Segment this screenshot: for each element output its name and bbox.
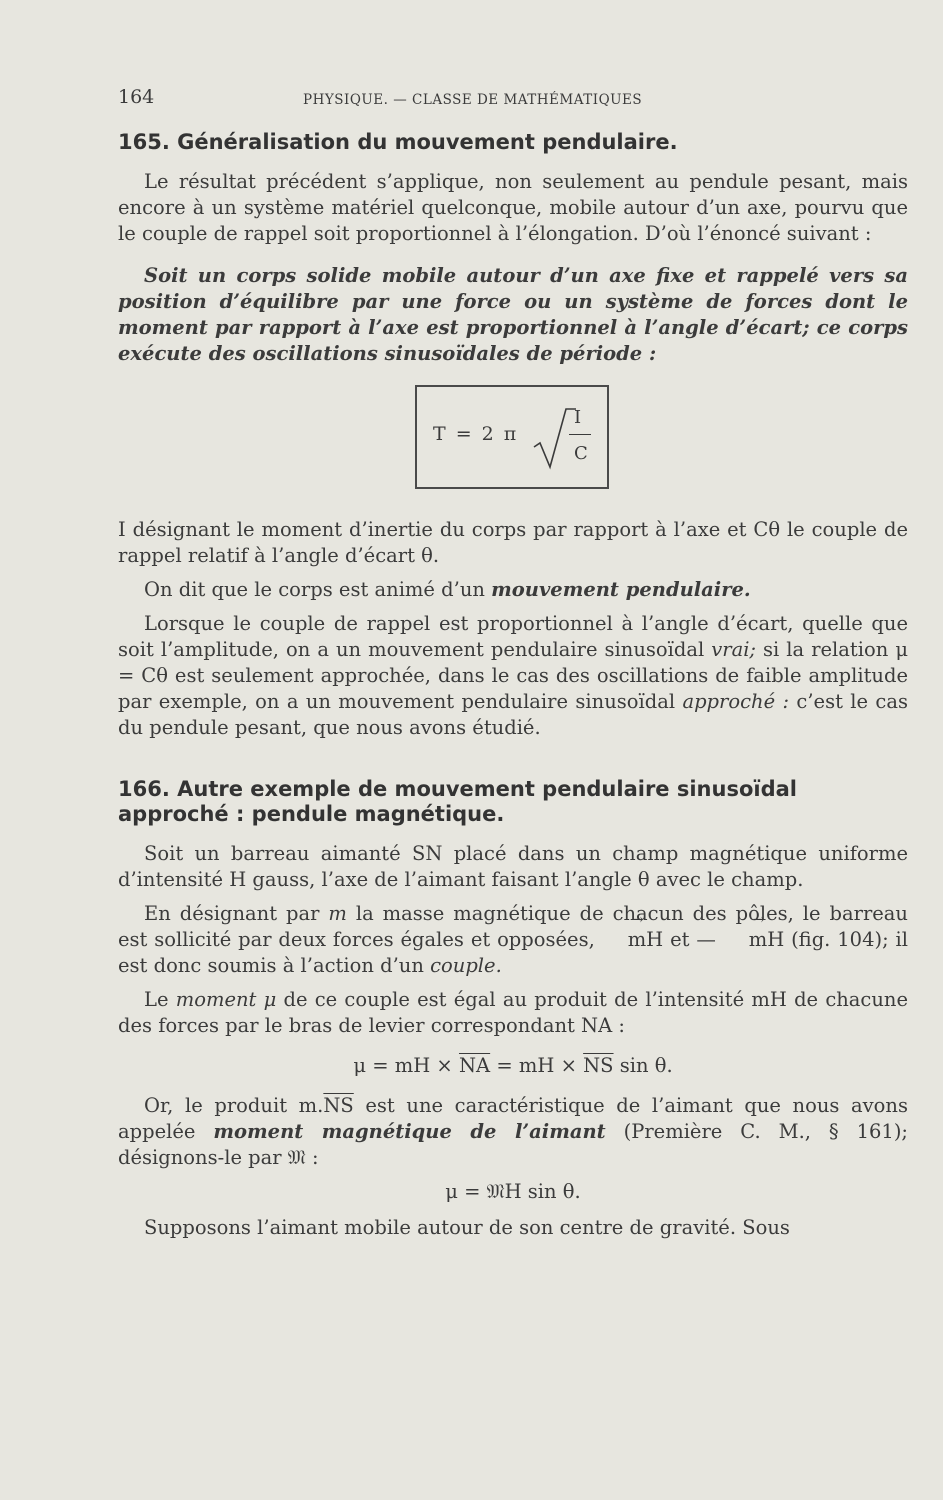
p3b-text-a: Le	[144, 988, 176, 1011]
p4-approche: approché :	[682, 690, 790, 713]
p4b-text-a: Or, le produit m.	[144, 1094, 324, 1117]
page-number: 164	[118, 86, 155, 108]
equation-magnetic-moment: μ = 𝔐H sin θ.	[445, 1180, 581, 1203]
section-166-paragraph-1: Soit un barreau aimanté SN placé dans un champ magnétique uniforme d’intensité H gauss, l’axe de l’aimant faisant l’angle θ avec le champ.	[118, 842, 908, 891]
p4b-text-e: (Première C. M., § 161); désignons-le par 𝔐 :	[118, 1120, 908, 1169]
p3-text: On dit que le corps est animé d’un	[144, 578, 492, 601]
p2-couple: couple.	[430, 954, 502, 977]
formula-numerator: I	[574, 407, 582, 428]
p2-text-c: et —	[663, 928, 723, 951]
formula-lhs: T = 2 π	[433, 423, 519, 445]
square-root-sign	[532, 407, 576, 471]
force-vector-1: → mH	[602, 927, 664, 953]
p3b-moment: moment μ	[175, 988, 277, 1011]
p4b-text-c: est une caractéristique de l’aimant que nous avons appelée	[118, 1094, 908, 1143]
section-166-heading: 166. Autre exemple de mouvement pendulaire sinusoïdal approché : pendule magnétique.	[118, 777, 797, 826]
eq1-e: sin θ.	[613, 1054, 673, 1077]
p2-text-b: la masse magnétique de chacun des pôles, le barreau est sollicité par deux forces égales et opposées,	[118, 902, 908, 951]
p3b-text-c: de ce couple est égal au produit de l’intensité mH de chacune des forces par le bras de levier correspondant NA :	[118, 988, 909, 1037]
force-vector-2: → mH	[723, 927, 785, 953]
page-header	[118, 84, 908, 114]
p2-text-d: (fig. 104); il est donc soumis à l’action d’un	[118, 928, 908, 977]
period-formula-box	[415, 385, 609, 489]
section-166-paragraph-2	[118, 901, 908, 979]
p3-emphasis: mouvement pendulaire.	[491, 578, 751, 601]
p4b-ns: $\overline{NS}$	[323, 1094, 354, 1117]
page	[118, 84, 908, 1241]
section-165-paragraph-3	[118, 577, 908, 603]
p2-text-a: En désignant par	[144, 902, 329, 925]
p4-text-e: c’est le cas du pendule pesant, que nous avons étudié.	[118, 690, 908, 739]
section-165-heading: 165. Généralisation du mouvement pendulaire.	[118, 130, 678, 154]
eq1-na: $\overline{NA}$	[458, 1054, 491, 1077]
equation-moment	[118, 1053, 908, 1079]
eq1-a: μ = mH ×	[353, 1054, 459, 1077]
formula-denominator: C	[574, 443, 588, 464]
p4-text-c: si la relation μ = Cθ est seulement approchée, dans le cas des oscillations de faible amplitude par exemple, on a un mouvement pendulaire sinusoïdal	[118, 638, 908, 713]
section-165-paragraph-1: Le résultat précédent s’applique, non seulement au pendule pesant, mais encore à un système matériel quelconque, mobile autour d’un axe, pourvu que le couple de rappel soit proportionnel à l’élongation. D’où l’énoncé suivant :	[118, 170, 908, 245]
theorem-statement: Soit un corps solide mobile autour d’un axe fixe et rappelé vers sa position d’équilibre par une force ou un système de forces dont le moment par rapport à l’axe est proportionnel à l’angle d’écart; ce corps exécute des oscillations sinusoïdales de période :	[118, 264, 908, 365]
p4-text-a: Lorsque le couple de rappel est proportionnel à l’angle d’écart, quelle que soit l’amplitude, on a un mouvement pendulaire sinusoïdal	[118, 612, 908, 661]
section-165-paragraph-4	[118, 611, 908, 741]
running-title: PHYSIQUE. — CLASSE DE MATHÉMATIQUES	[303, 92, 643, 108]
section-166-paragraph-3	[118, 987, 908, 1039]
p4-vrai: vrai;	[711, 638, 757, 661]
section-165-paragraph-2: I désignant le moment d’inertie du corps par rapport à l’axe et Cθ le couple de rappel relatif à l’angle d’écart θ.	[118, 518, 908, 567]
fraction-bar	[569, 434, 591, 435]
eq1-c: = mH ×	[490, 1054, 584, 1077]
section-166-paragraph-4	[118, 1093, 908, 1171]
section-166-paragraph-5: Supposons l’aimant mobile autour de son centre de gravité. Sous	[144, 1216, 790, 1239]
p2-m: m	[328, 902, 347, 925]
p4b-emphasis: moment magnétique de l’aimant	[213, 1120, 606, 1143]
eq1-ns: $\overline{NS}$	[583, 1054, 614, 1077]
